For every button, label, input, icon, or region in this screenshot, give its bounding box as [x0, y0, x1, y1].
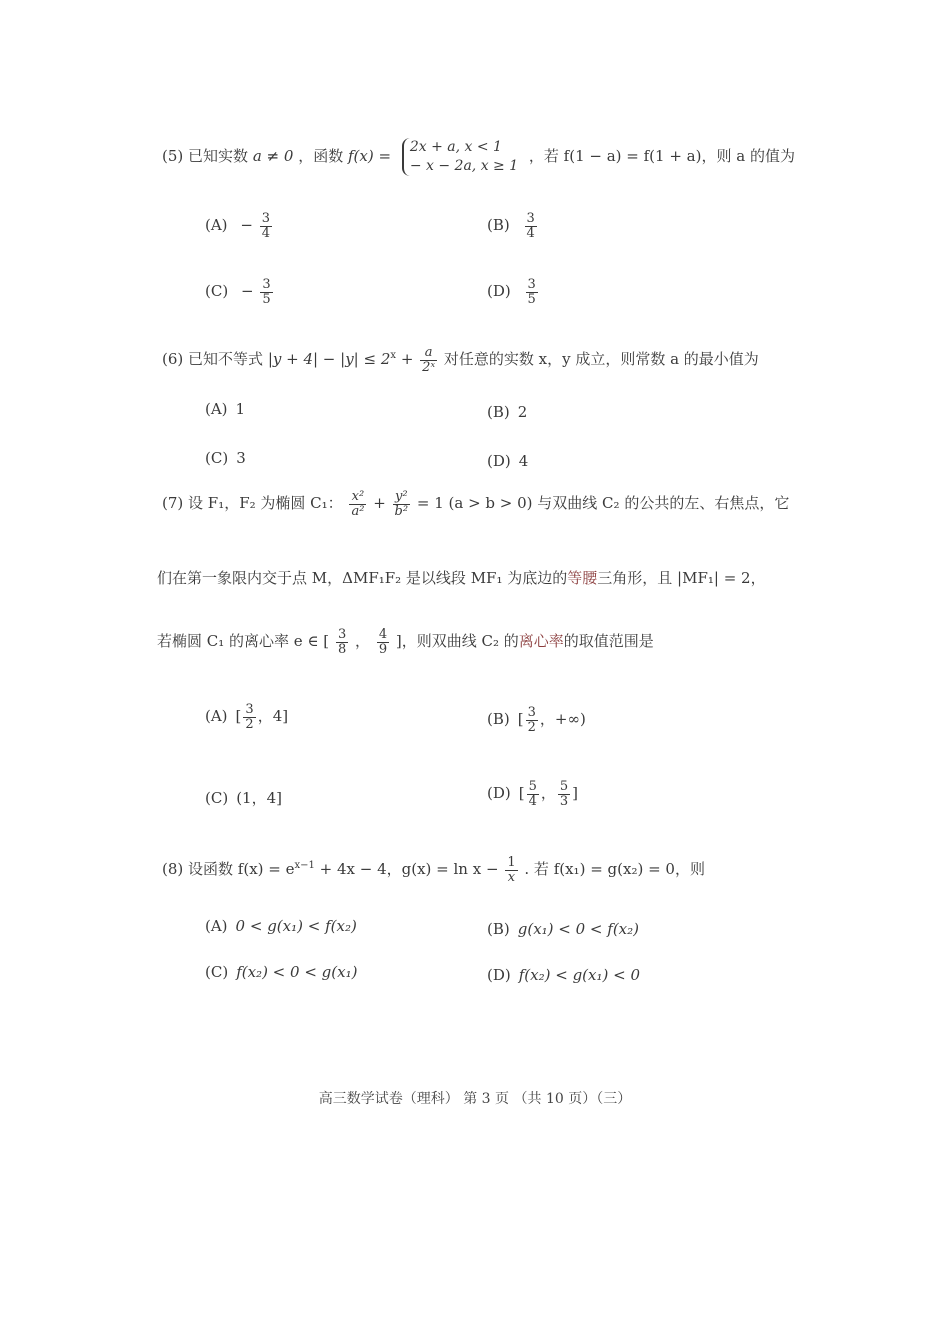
denominator: x [505, 870, 517, 885]
numerator: a [424, 345, 433, 360]
numerator: 3 [337, 627, 347, 642]
q5-case-1: 2x + a, x < 1 [409, 139, 502, 155]
q6-option-b [487, 403, 527, 421]
q5-fname: f(x) = [347, 146, 392, 165]
denominator: 8 [337, 641, 347, 657]
q7-option-c [205, 787, 282, 808]
q7-option-b-pre: [ [517, 710, 524, 729]
q7-line-2b: 三角形，且 |MF₁| = 2， [597, 569, 766, 587]
q7-option-d-mid: ， [540, 784, 556, 803]
q7-option-c-value: (1，4] [236, 789, 282, 807]
q5-piecewise [402, 138, 518, 176]
q8-suffix: . 若 f(x₁) = g(x₂) = 0，则 [524, 860, 705, 879]
q7-option-d-post: ] [572, 784, 579, 803]
q7-option-a-post: ，4] [257, 707, 289, 726]
q8-option-d-label: (D) [487, 966, 511, 984]
q5-mid: ，函数 [298, 146, 344, 165]
q7-option-a-pre: [ [235, 707, 242, 726]
question-6 [162, 346, 759, 374]
question-7-line-2 [157, 567, 766, 588]
question-8 [162, 856, 705, 884]
q8-option-c-value: f(x₂) < 0 < g(x₁) [236, 963, 358, 981]
q5-option-b-fraction [525, 212, 537, 240]
q5-option-d-fraction [526, 278, 538, 306]
q7-option-d-pre: [ [518, 784, 525, 803]
q7-option-b-label: (B) [487, 710, 510, 729]
question-7-line-3 [157, 628, 654, 656]
denominator: 2 [527, 719, 536, 735]
question-5 [162, 138, 795, 176]
q5-option-d-label: (D) [487, 282, 511, 301]
numerator: 1 [507, 855, 516, 870]
q6-suffix: 对任意的实数 x，y 成立，则常数 a 的最小值为 [443, 350, 759, 369]
q6-option-d [487, 452, 528, 470]
q8-mid: + 4x − 4，g(x) = ln x − [319, 860, 499, 879]
q7-e-lower-fraction [336, 628, 348, 656]
q7-option-a [205, 703, 288, 731]
q8-fraction [505, 856, 517, 884]
q8-option-a [205, 917, 357, 935]
q7-line-1a: (7) 设 F₁，F₂ 为椭圆 C₁： [162, 494, 343, 513]
numerator: 4 [378, 627, 388, 642]
q5-prefix: (5) 已知实数 [162, 146, 249, 165]
q7-comma: ， [355, 632, 371, 651]
q5-option-a-label: (A) [205, 216, 228, 235]
q6-option-b-value: 2 [517, 403, 528, 421]
q5-option-c-fraction [260, 278, 272, 306]
q8-option-b-value: g(x₁) < 0 < f(x₂) [517, 920, 639, 938]
q7-line-1b: = 1 (a > b > 0) 与双曲线 C₂ 的公共的左、右焦点，它 [416, 494, 790, 513]
q6-prefix: (6) 已知不等式 [162, 350, 264, 369]
q7-y-fraction [393, 490, 411, 518]
q6-option-d-value: 4 [518, 452, 529, 470]
q8-option-b-label: (B) [487, 920, 510, 938]
q6-option-c [205, 449, 246, 467]
q5-option-b-label: (B) [487, 216, 510, 235]
q7-line-3c: 的取值范围是 [563, 632, 654, 651]
q8-option-a-value: 0 < g(x₁) < f(x₂) [235, 917, 357, 935]
q8-option-d [487, 966, 640, 984]
q6-option-c-label: (C) [205, 449, 229, 467]
q5-case-2: − x − 2a, x ≥ 1 [409, 157, 519, 174]
denominator: a² [351, 503, 365, 519]
q6-inequality: |y + 4| − |y| ≤ 2 [267, 350, 391, 369]
numerator: 3 [261, 211, 270, 226]
denominator: 4 [261, 225, 270, 241]
q7-option-c-label: (C) [205, 789, 229, 807]
q8-option-d-value: f(x₂) < g(x₁) < 0 [518, 966, 640, 984]
q7-option-d-fraction-2 [558, 780, 570, 808]
q7-option-b-fraction [526, 706, 538, 734]
numerator: 3 [245, 702, 254, 717]
q5-option-a-sign: − [240, 216, 253, 235]
q8-option-a-label: (A) [205, 917, 228, 935]
q7-option-b-post: ，+∞) [539, 710, 586, 729]
q6-plus: + [400, 350, 414, 369]
numerator: y² [395, 489, 408, 504]
q6-fraction [420, 346, 437, 374]
q5-option-c-sign: − [240, 282, 254, 301]
q8-option-b [487, 920, 639, 938]
denominator: b² [394, 503, 409, 519]
denominator: 5 [262, 291, 271, 307]
denominator: 4 [528, 793, 537, 809]
q6-option-c-value: 3 [236, 449, 246, 467]
q6-exponent: x [390, 350, 397, 362]
q6-option-a-value: 1 [235, 400, 246, 418]
q7-e-upper-fraction [377, 628, 389, 656]
q7-x-fraction [349, 490, 366, 518]
q5-suffix: ，若 f(1 − a) = f(1 + a)，则 a 的值为 [528, 146, 795, 165]
denominator: 2ˣ [422, 359, 436, 375]
numerator: 5 [528, 779, 537, 794]
q7-line-3-accent: 离心率 [518, 632, 564, 651]
numerator: 3 [526, 211, 535, 226]
numerator: 5 [559, 779, 569, 794]
q8-prefix: (8) 设函数 f(x) = e [162, 860, 295, 879]
q5-option-b [487, 212, 539, 240]
denominator: 4 [526, 225, 535, 241]
numerator: 3 [262, 277, 271, 292]
denominator: 2 [245, 716, 254, 732]
question-7-line-1 [162, 490, 789, 518]
q7-option-a-label: (A) [205, 707, 228, 726]
numerator: x² [351, 489, 365, 504]
q5-option-c [205, 278, 275, 306]
q7-line-2-accent: 等腰 [567, 569, 598, 587]
q7-plus: + [373, 494, 386, 513]
numerator: 3 [527, 705, 536, 720]
denominator: 5 [527, 291, 536, 307]
q5-option-a-fraction [260, 212, 272, 240]
q6-option-a [205, 400, 245, 418]
denominator: 9 [378, 641, 388, 657]
numerator: 3 [527, 277, 536, 292]
q7-line-2a: 们在第一象限内交于点 M，ΔMF₁F₂ 是以线段 MF₁ 为底边的 [157, 569, 568, 587]
q7-option-d-label: (D) [487, 784, 511, 803]
q7-option-d-fraction-1 [527, 780, 539, 808]
q6-option-b-label: (B) [487, 403, 510, 421]
denominator: 3 [559, 793, 569, 809]
q7-line-3a: 若椭圆 C₁ 的离心率 e ∈ [ [157, 632, 330, 651]
q5-condition: a ≠ 0 [252, 146, 294, 165]
q8-option-c [205, 963, 357, 981]
q7-line-3b: ]，则双曲线 C₂ 的 [395, 632, 519, 651]
q6-option-d-label: (D) [487, 452, 511, 470]
q7-option-d [487, 780, 578, 808]
q5-option-d [487, 278, 540, 306]
q7-option-b [487, 706, 586, 734]
q5-option-c-label: (C) [205, 282, 229, 301]
page-footer: 高三数学试卷（理科） 第 3 页 （共 10 页）（三） [318, 1091, 632, 1107]
q6-option-a-label: (A) [205, 400, 228, 418]
q8-exponent: x−1 [294, 860, 315, 872]
q8-option-c-label: (C) [205, 963, 229, 981]
q5-option-a [205, 212, 274, 240]
q7-option-a-fraction [243, 703, 255, 731]
